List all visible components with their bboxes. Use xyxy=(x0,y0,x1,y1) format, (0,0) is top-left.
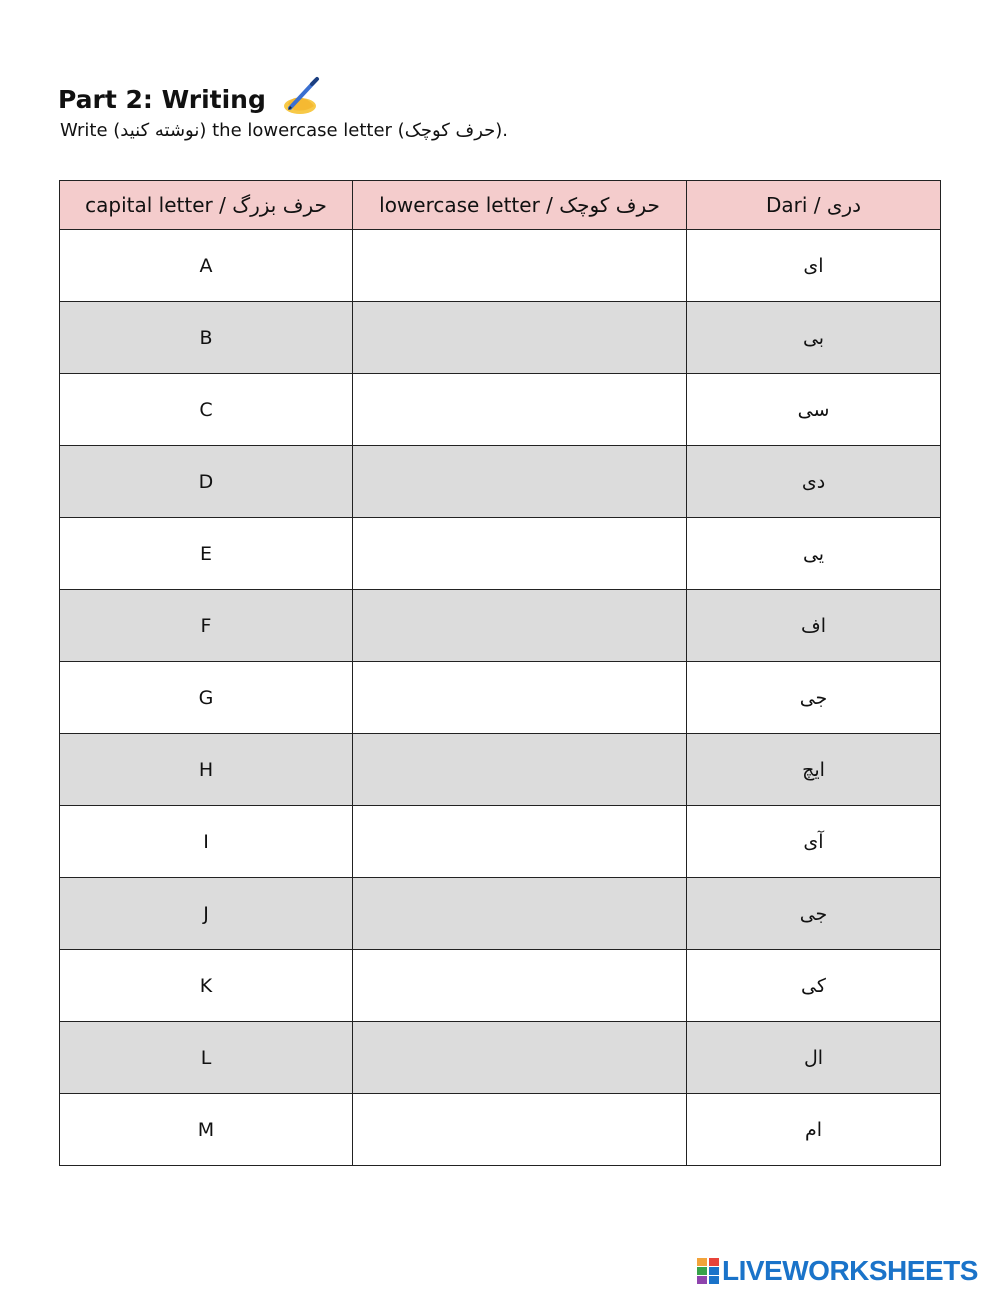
dari-cell: ام xyxy=(687,1094,941,1166)
capital-letter-cell: K xyxy=(60,950,353,1022)
capital-letter-cell: H xyxy=(60,734,353,806)
table-row xyxy=(60,230,941,302)
capital-letter-cell: C xyxy=(60,374,353,446)
lowercase-answer-cell[interactable] xyxy=(353,734,687,806)
table-row xyxy=(60,950,941,1022)
lowercase-answer-input[interactable] xyxy=(364,236,674,295)
table-row xyxy=(60,374,941,446)
lowercase-answer-input[interactable] xyxy=(364,380,674,439)
lowercase-answer-cell[interactable] xyxy=(353,446,687,518)
dari-cell: یی xyxy=(687,518,941,590)
dari-cell: ایچ xyxy=(687,734,941,806)
lowercase-answer-input[interactable] xyxy=(364,812,674,871)
lowercase-answer-cell[interactable] xyxy=(353,590,687,662)
capital-letter-cell: E xyxy=(60,518,353,590)
table-row xyxy=(60,446,941,518)
table-row xyxy=(60,878,941,950)
page-title-text: Part 2: Writing xyxy=(58,85,266,114)
lowercase-answer-cell[interactable] xyxy=(353,1094,687,1166)
capital-letter-cell: M xyxy=(60,1094,353,1166)
dari-cell: اف xyxy=(687,590,941,662)
dari-cell: کی xyxy=(687,950,941,1022)
letter-table xyxy=(59,180,941,1166)
table-header-row xyxy=(60,181,941,230)
table-row xyxy=(60,1022,941,1094)
capital-letter-cell: A xyxy=(60,230,353,302)
table-row xyxy=(60,662,941,734)
lowercase-answer-input[interactable] xyxy=(364,1028,674,1087)
lowercase-answer-input[interactable] xyxy=(364,452,674,511)
lowercase-answer-input[interactable] xyxy=(364,740,674,799)
writing-hand-icon xyxy=(276,76,322,116)
capital-letter-cell: G xyxy=(60,662,353,734)
table-row xyxy=(60,518,941,590)
lowercase-answer-cell[interactable] xyxy=(353,302,687,374)
lowercase-answer-cell[interactable] xyxy=(353,878,687,950)
liveworksheets-logo[interactable] xyxy=(697,1255,978,1287)
dari-cell: ال xyxy=(687,1022,941,1094)
lowercase-answer-input[interactable] xyxy=(364,884,674,943)
liveworksheets-logo-icon xyxy=(697,1258,719,1284)
lowercase-answer-input[interactable] xyxy=(364,668,674,727)
lowercase-answer-cell[interactable] xyxy=(353,806,687,878)
dari-cell: ای xyxy=(687,230,941,302)
lowercase-answer-input[interactable] xyxy=(364,596,674,655)
capital-letter-cell: B xyxy=(60,302,353,374)
lowercase-answer-cell[interactable] xyxy=(353,950,687,1022)
page-title xyxy=(58,74,322,114)
capital-letter-cell: F xyxy=(60,590,353,662)
capital-letter-cell: D xyxy=(60,446,353,518)
table-row xyxy=(60,302,941,374)
dari-cell: جی xyxy=(687,878,941,950)
column-header-capital: capital letter / حرف بزرگ xyxy=(60,181,353,230)
lowercase-answer-input[interactable] xyxy=(364,1100,674,1159)
column-header-dari: Dari / دری xyxy=(687,181,941,230)
lowercase-answer-cell[interactable] xyxy=(353,662,687,734)
lowercase-answer-cell[interactable] xyxy=(353,374,687,446)
column-header-lowercase: lowercase letter / حرف کوچک xyxy=(353,181,687,230)
capital-letter-cell: I xyxy=(60,806,353,878)
dari-cell: دی xyxy=(687,446,941,518)
table-row xyxy=(60,590,941,662)
capital-letter-cell: J xyxy=(60,878,353,950)
lowercase-answer-cell[interactable] xyxy=(353,230,687,302)
table-row xyxy=(60,734,941,806)
instructions-text: Write (نوشته کنید) the lowercase letter (حرف کوچک). xyxy=(60,120,508,141)
lowercase-answer-cell[interactable] xyxy=(353,518,687,590)
dari-cell: سی xyxy=(687,374,941,446)
lowercase-answer-input[interactable] xyxy=(364,308,674,367)
dari-cell: آی xyxy=(687,806,941,878)
table-row xyxy=(60,806,941,878)
lowercase-answer-input[interactable] xyxy=(364,956,674,1015)
capital-letter-cell: L xyxy=(60,1022,353,1094)
dari-cell: بی xyxy=(687,302,941,374)
lowercase-answer-cell[interactable] xyxy=(353,1022,687,1094)
dari-cell: جی xyxy=(687,662,941,734)
table-row xyxy=(60,1094,941,1166)
lowercase-answer-input[interactable] xyxy=(364,524,674,583)
logo-text: LIVEWORKSHEETS xyxy=(722,1255,978,1286)
